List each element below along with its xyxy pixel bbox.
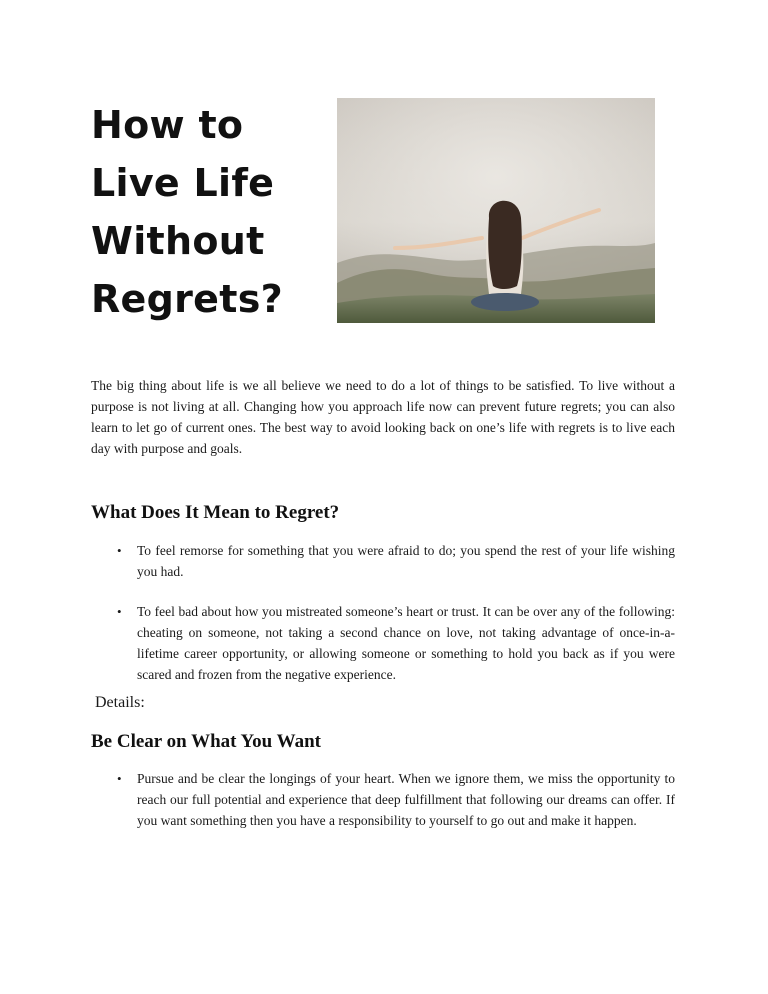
page-title: How to Live Life Without Regrets? [91, 103, 283, 321]
details-label: Details: [95, 694, 145, 711]
list-item [117, 601, 675, 685]
clear-bullet-list [117, 768, 675, 831]
list-item-text: To feel bad about how you mistreated someone’s heart or trust. It can be over any of the following: cheating on someone, not taking a second chance on love, not taking advantage of once-in-a-lifetime career opportunity, or allowing someone or something to hold you back as if you were scared and frozen from the negative experience. [137, 604, 675, 682]
bullet-icon: • [117, 543, 122, 558]
bullet-icon: • [117, 604, 122, 619]
woman-meditating-mountain-photo [337, 98, 655, 323]
list-item [117, 540, 675, 582]
list-item-text: Pursue and be clear the longings of your heart. When we ignore them, we miss the opportunity to reach our full potential and experience that deep fulfillment that following our dreams can offer. If you want something then you have a responsibility to yourself to go out and make it happen. [137, 771, 675, 828]
list-item [117, 768, 675, 831]
section-heading-regret: What Does It Mean to Regret? [91, 502, 340, 523]
intro-paragraph: The big thing about life is we all believe we need to do a lot of things to be satisfied. To live without a purpose is not living at all. Changing how you approach life now can prevent future regrets; you can also learn to let go of current ones. The best way to avoid looking back on one’s life with regrets is to live each day with purpose and goals. [91, 378, 675, 456]
regret-bullet-list [117, 540, 675, 685]
bullet-icon: • [117, 771, 122, 786]
section-heading-clear: Be Clear on What You Want [91, 731, 321, 752]
list-item-text: To feel remorse for something that you were afraid to do; you spend the rest of your life wishing you had. [137, 543, 675, 579]
